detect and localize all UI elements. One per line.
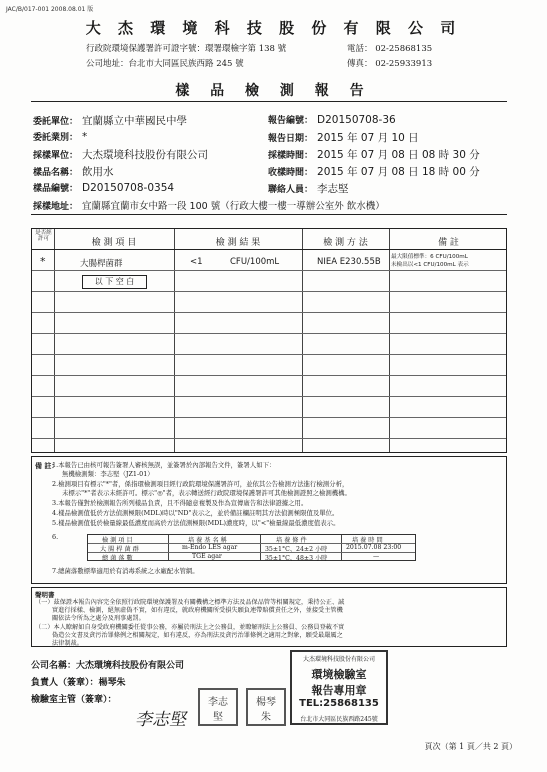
row-divider xyxy=(32,375,506,376)
row-result: <1 xyxy=(190,257,203,267)
stamp-lab-head-top: 李志 xyxy=(208,697,228,708)
report-date-label: 報告日期： xyxy=(268,134,314,144)
media-h-time: 培 養 時 間 xyxy=(352,537,383,544)
note-3: 3.本報告僅對於檢測報告所列樣品負責，且不得隨意複製及作為宣傳廣告和法律證據之用。 xyxy=(52,499,308,507)
col-header-method: 檢 測 方 法 xyxy=(323,238,368,248)
note-5: 5.樣品檢測值低於檢量線最低濃度而高於方法偵測極限(MDL)濃度時，以"<"檢量線最低濃度值表示。 xyxy=(52,519,340,527)
info-rule xyxy=(31,214,507,215)
info-client xyxy=(33,113,187,128)
declaration-line-1: （一）茲保證本報告內容完全依照行政院環境保護署及有關機構之標準方法及品保品管等相關規定，秉持公正、誠 xyxy=(35,599,345,606)
col-divider xyxy=(174,229,175,452)
stamp-company: 大杰環境科技股份有限公司 xyxy=(302,656,375,663)
info-sampler xyxy=(33,147,208,162)
info-sample-time xyxy=(268,147,480,162)
sample-time-label: 採樣時間： xyxy=(268,151,314,161)
note-6: 6. xyxy=(52,533,59,541)
media-divider xyxy=(260,535,261,560)
sig-lab xyxy=(31,692,117,705)
declaration-section xyxy=(31,587,507,647)
declaration-title: 聲明書 xyxy=(35,591,55,599)
stamp-lab-head-bottom: 堅 xyxy=(213,712,223,723)
location-label: 採樣地址： xyxy=(33,202,79,212)
col-header-result: 檢 測 結 果 xyxy=(215,238,261,248)
media-r1-item: 大 腸 桿 菌 群 xyxy=(100,546,139,553)
row-note-nd: 未檢出以<1 CFU/100mL 表示 xyxy=(391,262,469,268)
report-date-value: 2015 年 07 月 10 日 xyxy=(317,132,419,144)
row-method: NIEA E230.55B xyxy=(317,257,381,267)
media-r2-time: — xyxy=(373,553,380,560)
info-report-date xyxy=(268,130,419,145)
sig-company-value: 大杰環境科技股份有限公司 xyxy=(76,661,185,671)
stamp-address: 台北市大同區民族西路245號 xyxy=(300,716,378,723)
row-divider xyxy=(32,417,506,418)
client-value: 宜蘭縣立中華國民中學 xyxy=(82,115,188,127)
media-r2-medium: TGE agar xyxy=(192,553,222,560)
media-r2-condition: 35±1°C、48±3 小時 xyxy=(265,555,328,562)
row-divider xyxy=(32,354,506,355)
sample-no-label: 樣品編號： xyxy=(33,184,79,194)
blank-marker: 以 下 空 白 xyxy=(82,275,147,289)
note-2: 2.檢測項目有標示"*"者，係指環檢測項目經行政院環境保護署許可，並依其公告檢測方法進行檢測分析， xyxy=(52,480,349,488)
report-title: 樣 品 檢 測 報 告 xyxy=(175,83,372,99)
location-value: 宜蘭縣宜蘭市女中路一段 100 號（行政大樓一樓一導辦公室外 飲水機） xyxy=(82,201,385,212)
row-item: 大腸桿菌群 xyxy=(80,259,123,269)
declaration-line-2: 實進行採樣、檢測，絕無虛偽不實，如有違反，就政府機關所受損失願負連帶賠償責任之外，並接受主管機 xyxy=(52,607,343,614)
info-location xyxy=(33,198,385,212)
sig-owner xyxy=(31,675,126,688)
receive-time-label: 收樣時間： xyxy=(268,168,314,178)
media-r2-item: 總 菌 落 數 xyxy=(102,555,133,562)
handwritten-signature: 李志堅 xyxy=(135,710,186,730)
col-divider xyxy=(302,229,303,452)
fax-line: 傳真： 02-25933913 xyxy=(347,59,433,69)
contact-value: 李志堅 xyxy=(317,183,349,195)
lab-report-stamp xyxy=(290,650,388,725)
company-name: 大 杰 環 境 科 技 股 份 有 限 公 司 xyxy=(85,19,462,37)
stamp-owner-bottom: 朱 xyxy=(261,712,271,723)
stamp-purpose: 報告專用章 xyxy=(311,684,367,697)
results-table xyxy=(31,228,507,453)
stamp-lab-head xyxy=(198,688,238,726)
media-r1-medium: m-Endo LES agar xyxy=(182,544,238,551)
sample-no-value: D20150708-0354 xyxy=(82,182,175,194)
info-category xyxy=(33,130,87,143)
sampler-value: 大杰環境科技股份有限公司 xyxy=(82,149,209,161)
media-divider xyxy=(168,535,169,560)
sample-time-value: 2015 年 07 月 08 日 08 時 30 分 xyxy=(317,149,480,161)
sig-owner-label: 負責人（簽章）： xyxy=(31,678,99,688)
stamp-tel: TEL:25868135 xyxy=(299,698,379,709)
row-divider xyxy=(32,438,506,439)
form-code: JAC/B/017-001 2008.08.01 版 xyxy=(6,6,94,13)
address-line: 公司地址：台北市大同區民族西路 245 號 xyxy=(86,59,244,69)
media-h-medium: 培 養 基 名 稱 xyxy=(188,537,227,544)
col-header-note: 備 註 xyxy=(438,238,459,248)
row-note-limit: 最大限值標準：6 CFU/100mL xyxy=(391,254,468,260)
info-report-no xyxy=(268,113,396,126)
stamp-owner xyxy=(246,688,286,726)
sample-name-label: 樣品名稱： xyxy=(33,168,79,178)
notes-label: 備 註： xyxy=(35,461,59,470)
col-header-permit: 是否經許可 xyxy=(35,230,52,242)
media-divider xyxy=(341,535,342,560)
declaration-line-3: 關依法令所為之處分及刑事處罰。 xyxy=(52,615,145,622)
sample-name-value: 飲用水 xyxy=(82,166,114,178)
info-sample-no xyxy=(33,181,174,194)
info-receive-time xyxy=(268,164,480,179)
note-2b: 未標示"*"者表示未經許可。標示"◎"者，表示轉送經行政院環境保護署許可其他檢測證照之檢測機構。 xyxy=(62,489,351,497)
page-footer: 頁次（第 1 頁／共 2 頁） xyxy=(424,742,517,751)
note-7: 7.總菌落數標準適用於有消毒系統之水廠配水管網。 xyxy=(52,567,199,575)
row-divider xyxy=(32,291,506,292)
info-sample-name xyxy=(33,164,114,179)
client-label: 委託單位： xyxy=(33,117,79,127)
media-r1-time: 2015.07.08 23:00 xyxy=(346,544,402,551)
receive-time-value: 2015 年 07 月 08 日 18 時 00 分 xyxy=(317,166,480,178)
row-divider xyxy=(32,396,506,397)
row-divider xyxy=(32,333,506,334)
row-unit: CFU/100mL xyxy=(230,257,280,267)
media-h-condition: 培 養 條 件 xyxy=(276,537,307,544)
note-4: 4.樣品檢測值低於方法偵測極限(MDL)時以"ND"表示之，並於備註欄註明其方法偵測極限值及單位。 xyxy=(52,509,339,517)
declaration-line-5: 偽造公文書及貪污治罪條例之相關規定，如有違反，亦為刑法及貪污治罪條例之適用之對象，願受最嚴厲之 xyxy=(52,632,343,639)
media-r1-condition: 35±1°C、24±2 小時 xyxy=(265,546,328,553)
info-contact xyxy=(268,181,349,196)
sig-company xyxy=(31,658,184,671)
media-h-item: 檢 測 項 目 xyxy=(102,537,133,544)
sig-owner-value: 楊琴朱 xyxy=(98,678,126,688)
declaration-line-6: 法律制裁。 xyxy=(52,640,83,647)
permit-line: 行政院環境保護署許可證字號：環署環檢字第 138 號 xyxy=(86,44,287,54)
media-table xyxy=(87,534,416,561)
title-rule xyxy=(31,101,507,102)
declaration-line-4: （二）本人瞭解如自身受政府機關委任從事公務，亦屬於刑法上之公務員，並瞭解刑法上公務員、公務員登載不實 xyxy=(35,624,345,631)
category-value: * xyxy=(82,131,88,143)
report-no-value: D20150708-36 xyxy=(317,114,396,126)
col-divider xyxy=(54,229,55,452)
sampler-label: 採樣單位： xyxy=(33,151,79,161)
row-permit-mark: * xyxy=(40,255,46,268)
row-divider xyxy=(32,270,506,271)
notes-section xyxy=(31,456,507,584)
stamp-owner-top: 楊琴 xyxy=(256,697,276,708)
report-no-label: 報告編號： xyxy=(268,116,314,126)
stamp-lab: 環境檢驗室 xyxy=(311,668,367,681)
row-divider xyxy=(32,312,506,313)
sig-lab-label: 檢驗室主管（簽章）： xyxy=(31,695,117,705)
note-1: 1.本報告已由核可報告簽署人審核無誤，並簽署於內部報告文件，簽署人如下： xyxy=(52,461,276,469)
col-divider xyxy=(389,229,390,452)
sig-company-label: 公司名稱： xyxy=(31,661,77,671)
header-divider xyxy=(32,249,506,250)
category-label: 委託業別： xyxy=(33,133,79,143)
phone-line: 電話： 02-25868135 xyxy=(347,44,433,54)
col-header-item: 檢 測 項 目 xyxy=(91,238,137,248)
contact-label: 聯絡人員： xyxy=(268,185,314,195)
note-1b: 無機檢測類：李志堅（JZ1-01） xyxy=(62,470,154,478)
